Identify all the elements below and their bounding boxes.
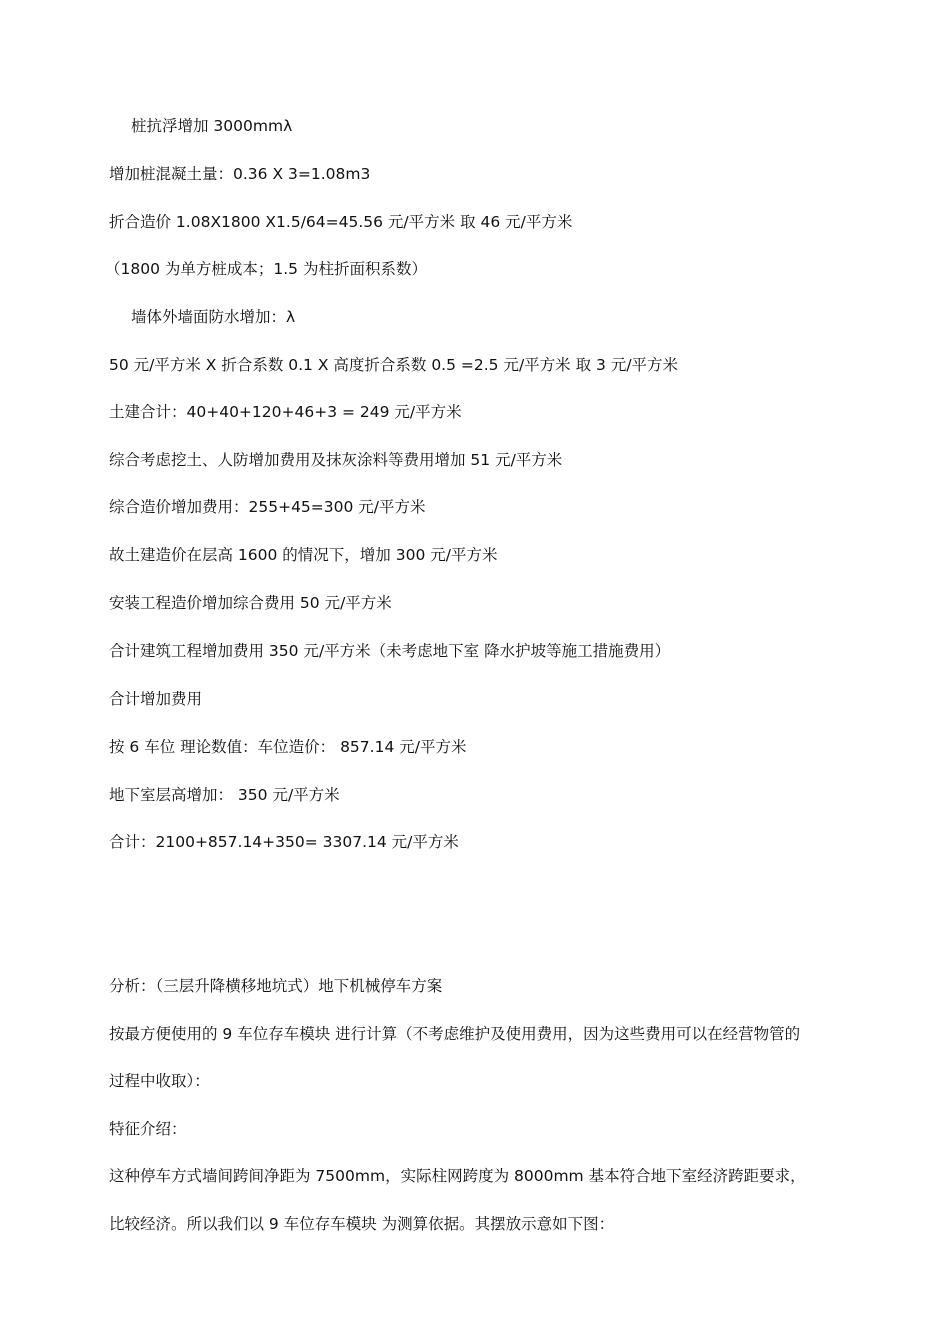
- text-line: 过程中收取）：: [109, 1072, 210, 1090]
- text-line: 合计增加费用: [109, 690, 203, 708]
- text-line: （1800 为单方桩成本；1.5 为柱折面积系数）: [105, 260, 427, 278]
- text-line: 故土建造价在层高 1600 的情况下，增加 300 元/平方米: [109, 546, 498, 564]
- text-line: 墙体外墙面防水增加：λ: [131, 308, 296, 326]
- text-line: 桩抗浮增加 3000mmλ: [131, 117, 293, 135]
- text-line: 按最方便使用的 9 车位存车模块 进行计算（不考虑维护及使用费用，因为这些费用可以在经营物管的: [109, 1025, 801, 1043]
- text-line: 折合造价 1.08X1800 X1.5/64=45.56 元/平方米 取 46 元/平方米: [109, 213, 573, 231]
- text-line: 地下室层高增加： 350 元/平方米: [109, 786, 340, 804]
- text-line: 按 6 车位 理论数值：车位造价： 857.14 元/平方米: [109, 738, 467, 756]
- text-line: 50 元/平方米 X 折合系数 0.1 X 高度折合系数 0.5 =2.5 元/平方米 取 3 元/平方米: [109, 356, 679, 374]
- text-line: 这种停车方式墙间跨间净距为 7500mm，实际柱网跨度为 8000mm 基本符合地下室经济跨距要求，: [109, 1167, 806, 1185]
- text-line: 土建合计：40+40+120+46+3 = 249 元/平方米: [109, 403, 462, 421]
- section-heading: 分析：（三层升降横移地坑式）地下机械停车方案: [109, 977, 443, 995]
- text-line: 综合考虑挖土、人防增加费用及抹灰涂料等费用增加 51 元/平方米: [109, 451, 563, 469]
- text-line: 综合造价增加费用：255+45=300 元/平方米: [109, 498, 426, 516]
- text-line: 特征介绍：: [109, 1120, 187, 1138]
- text-line: 安装工程造价增加综合费用 50 元/平方米: [109, 594, 392, 612]
- text-line: 增加桩混凝土量：0.36 X 3=1.08m3: [109, 165, 371, 183]
- text-line: 合计：2100+857.14+350= 3307.14 元/平方米: [109, 833, 459, 851]
- text-line: 合计建筑工程增加费用 350 元/平方米（未考虑地下室 降水护坡等施工措施费用）: [109, 642, 671, 660]
- text-line: 比较经济。所以我们以 9 车位存车模块 为测算依据。其摆放示意如下图：: [109, 1215, 615, 1233]
